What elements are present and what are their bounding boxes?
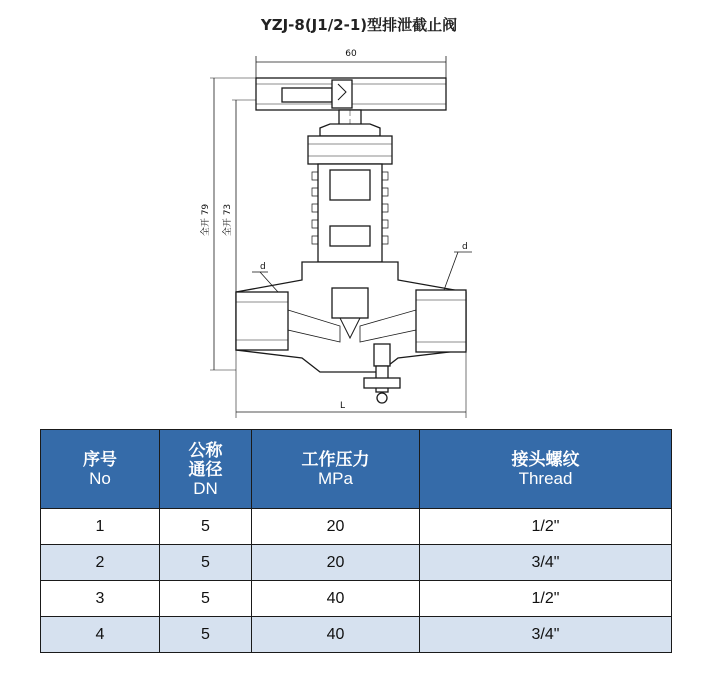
header-no-zh: 序号 xyxy=(83,450,117,469)
valve-drawing xyxy=(190,40,520,420)
dim-full-open-73-label: 全开 73 xyxy=(223,203,233,237)
header-thread-en: Thread xyxy=(518,469,573,488)
cell-dn: 5 xyxy=(160,509,252,545)
page-title: YZJ-8(J1/2-1)型排泄截止阀 xyxy=(260,16,458,34)
header-thread-zh: 接头螺纹 xyxy=(511,450,580,469)
header-no-en: No xyxy=(89,469,111,488)
header-dn-en: DN xyxy=(193,478,218,498)
cell-dn: 5 xyxy=(160,617,252,653)
header-mpa xyxy=(252,430,420,509)
cell-thread: 3/4" xyxy=(420,545,672,581)
header-mpa-en: MPa xyxy=(318,469,353,488)
cell-dn: 5 xyxy=(160,581,252,617)
d-left-label: d xyxy=(260,262,266,272)
table-row xyxy=(41,545,672,581)
d-right-label: d xyxy=(462,242,468,252)
cell-thread: 3/4" xyxy=(420,617,672,653)
cell-no: 4 xyxy=(41,617,160,653)
cell-mpa: 40 xyxy=(252,617,420,653)
header-dn-zh: 公称 通径 xyxy=(188,440,223,479)
cell-mpa: 20 xyxy=(252,509,420,545)
cell-mpa: 40 xyxy=(252,581,420,617)
cell-thread: 1/2" xyxy=(420,509,672,545)
cell-thread: 1/2" xyxy=(420,581,672,617)
header-thread xyxy=(420,430,672,509)
table-row xyxy=(41,509,672,545)
dim-width-label: 60 xyxy=(345,49,357,59)
cell-no: 2 xyxy=(41,545,160,581)
header-dn xyxy=(160,430,252,509)
length-L-label: L xyxy=(340,401,346,411)
cell-no: 1 xyxy=(41,509,160,545)
cell-mpa: 20 xyxy=(252,545,420,581)
header-no xyxy=(41,430,160,509)
table-header-row xyxy=(41,430,672,509)
header-mpa-zh: 工作压力 xyxy=(301,450,370,469)
table-row xyxy=(41,617,672,653)
cell-no: 3 xyxy=(41,581,160,617)
dim-full-open-79-label: 全开 79 xyxy=(201,203,211,237)
table-row xyxy=(41,581,672,617)
cell-dn: 5 xyxy=(160,545,252,581)
spec-table xyxy=(40,429,672,653)
